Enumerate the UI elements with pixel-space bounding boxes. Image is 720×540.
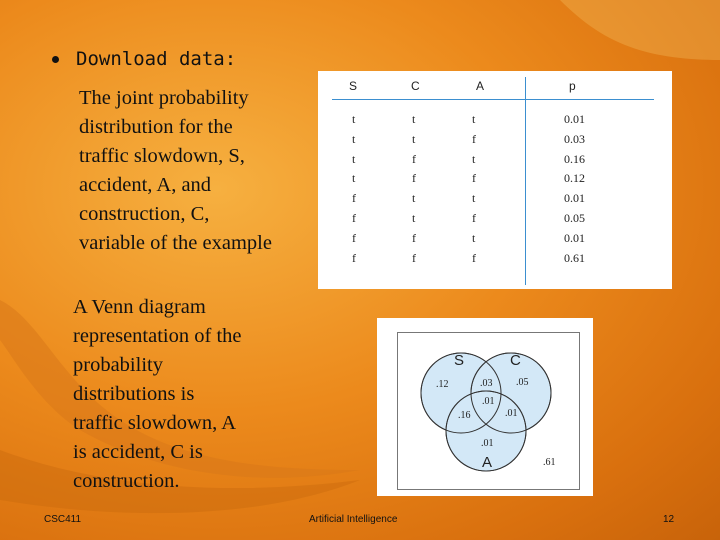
table-cell: f xyxy=(352,230,356,245)
venn-label-a: A xyxy=(482,454,493,471)
table-cell: t xyxy=(352,112,356,126)
table-cell: t xyxy=(352,151,356,166)
table-header-s: S xyxy=(349,79,358,93)
text-line: accident, A, and xyxy=(79,174,212,196)
venn-value-s-c: .03 xyxy=(480,378,493,389)
venn-diagram xyxy=(377,318,593,496)
table-cell: 0.01 xyxy=(564,230,585,245)
text-line: distribution for the xyxy=(79,116,233,138)
venn-description xyxy=(73,293,283,496)
table-cell: t xyxy=(472,191,476,206)
table-cell: f xyxy=(472,131,476,146)
venn-frame xyxy=(397,332,580,490)
table-cell: t xyxy=(472,230,476,245)
text-line: representation of the xyxy=(73,325,242,347)
venn-value-c-a: .01 xyxy=(505,408,518,419)
text-line: The joint probability xyxy=(79,87,249,109)
venn-value-s-a: .16 xyxy=(458,410,471,421)
table-header-p: p xyxy=(569,79,576,93)
table-cell: t xyxy=(352,131,356,146)
table-cell: f xyxy=(472,171,476,186)
bullet-dot-icon xyxy=(52,56,59,63)
footer-page-number: 12 xyxy=(663,514,675,525)
footer-course: CSC411 xyxy=(44,514,82,525)
table-cell: 0.03 xyxy=(564,131,585,146)
table-cell: f xyxy=(352,191,356,206)
bullet-heading xyxy=(52,48,236,70)
probability-table xyxy=(318,71,672,289)
table-cell: 0.01 xyxy=(564,112,585,126)
venn-value-s-only: .12 xyxy=(436,379,449,390)
table-cell: t xyxy=(352,171,356,186)
table-cell: f xyxy=(472,211,476,225)
table-header-c: C xyxy=(411,79,420,93)
text-line: is accident, C is xyxy=(73,441,203,463)
footer-title: Artificial Intelligence xyxy=(309,514,398,525)
table-cell: f xyxy=(412,250,416,265)
table-cell: 0.16 xyxy=(564,151,585,166)
table-cell: t xyxy=(472,151,476,166)
text-line: construction, C, xyxy=(79,203,210,225)
venn-value-outside: .61 xyxy=(543,457,556,468)
venn-value-s-c-a: .01 xyxy=(482,396,495,407)
table-cell: 0.12 xyxy=(564,171,585,186)
venn-value-a-only: .01 xyxy=(481,438,494,449)
table-cell: t xyxy=(412,211,416,225)
text-line: traffic slowdown, A xyxy=(73,412,237,434)
table-cell: f xyxy=(412,230,416,245)
table-cell: t xyxy=(412,112,416,126)
table-cell: f xyxy=(412,151,416,166)
table-cell: f xyxy=(352,211,356,225)
text-line: variable of the example xyxy=(79,232,272,254)
venn-value-c-only: .05 xyxy=(516,377,529,388)
text-line: traffic slowdown, S, xyxy=(79,145,245,167)
venn-label-s: S xyxy=(454,352,465,369)
table-header-divider xyxy=(332,99,654,100)
table-cell: t xyxy=(412,191,416,206)
table-column-divider xyxy=(525,77,526,285)
table-cell: f xyxy=(472,250,476,265)
table-cell: 0.61 xyxy=(564,250,585,265)
text-line: distributions is xyxy=(73,383,195,405)
table-cell: t xyxy=(412,131,416,146)
table-cell: 0.01 xyxy=(564,191,585,206)
text-line: A Venn diagram xyxy=(73,296,206,318)
bullet-text: Download data: xyxy=(76,48,237,70)
venn-label-c: C xyxy=(510,352,521,369)
text-line: construction. xyxy=(73,470,180,492)
joint-distribution-description xyxy=(79,84,319,258)
table-cell: t xyxy=(472,112,476,126)
table-header-a: A xyxy=(476,79,485,93)
table-cell: 0.05 xyxy=(564,211,585,225)
table-cell: f xyxy=(352,250,356,265)
table-cell: f xyxy=(412,171,416,186)
text-line: probability xyxy=(73,354,163,376)
